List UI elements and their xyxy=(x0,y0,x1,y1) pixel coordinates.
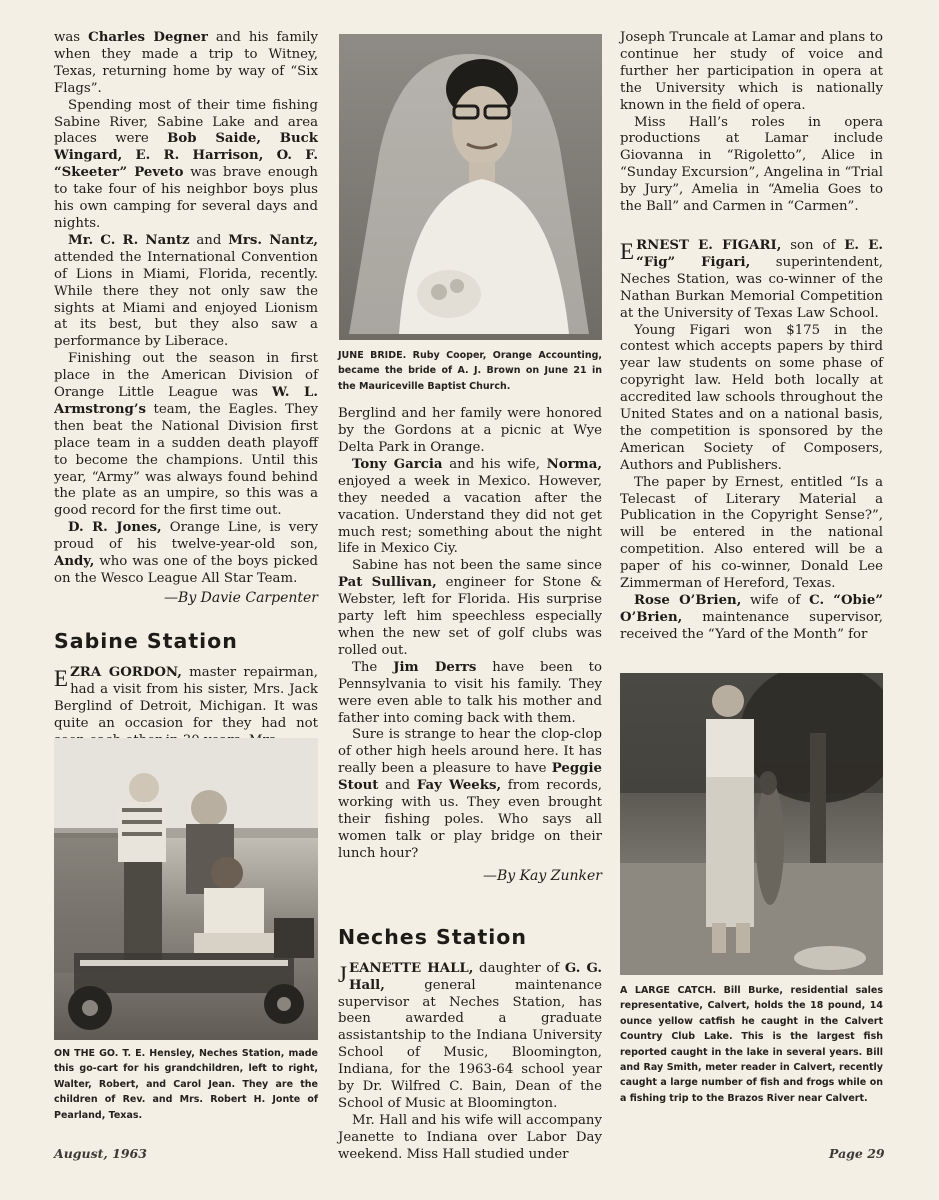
paragraph: ERNEST E. FIGARI, son of E. E. “Fig” Figari, superintendent, Neches Station, was co-winner of the Nathan Burkan Memorial Competition at the University of Texas Law School. xyxy=(620,237,884,321)
paragraph: The paper by Ernest, entitled “Is a Telecast of Literary Material a Publication in the Copyright Sense?”, will be entered in the national competition. Also entered will be a paper of his co-winner, Donald Lee Zimmerman of Hereford, Texas. xyxy=(620,474,883,592)
photo-caption-catch: A LARGE CATCH. Bill Burke, residential sales representative, Calvert, holds the 18 pound, 14 ounce yellow catfish he caught in the Calvert Country Club Lake. This is the largest fish reported caught in the lake in several years. Bill and Ray Smith, meter reader in Calvert, recently caught a large number of fish and frogs while on a fishing trip to the Brazos River near Calvert. xyxy=(620,985,883,1104)
paragraph: Young Figari won $175 in the contest which accepts papers by third year law students on some phase of copyright law. Held both locally at accredited law schools throughout the United States and on a national basis, the competition is sponsored by the American Society of Composers, Authors and Publishers. xyxy=(620,322,883,473)
paragraph: was Charles Degner and his family when they made a trip to Witney, Texas, returning home by way of “Six Flags”. xyxy=(54,30,318,96)
go-cart-illustration xyxy=(54,738,318,1040)
bold-name: Tony Garcia xyxy=(352,456,443,472)
byline: —By Kay Zunker xyxy=(482,867,602,884)
bold-name: E. E. “Fig” Figari, xyxy=(636,237,884,270)
section-heading-neches: Neches Station xyxy=(338,924,527,949)
go-cart-photo xyxy=(54,738,318,1040)
section-heading-sabine: Sabine Station xyxy=(54,628,238,653)
bold-name: Mrs. Nantz, xyxy=(228,232,318,248)
page-number: Page 29 xyxy=(829,1146,885,1161)
drop-cap: E xyxy=(54,665,69,691)
catch-illustration xyxy=(620,673,883,975)
bold-name: Bob Saide, Buck Wingard, E. R. Harrison, O. F. “Skeeter” Peveto xyxy=(54,131,318,181)
bold-name: D. R. Jones, xyxy=(68,520,162,536)
bold-name: Andy, xyxy=(54,554,95,570)
bold-name: Peggie Stout xyxy=(338,761,602,794)
bold-name: Pat Sullivan, xyxy=(338,575,437,591)
paragraph: Sure is strange to hear the clop-clop of other high heels around here. It has really been a pleasure to have Peggie Stout and Fay Weeks, from records, working with us. They even brought their fishing poles. Who says all women talk or play bridge on their lunch hour? xyxy=(338,727,602,861)
issue-date: August, 1963 xyxy=(54,1146,147,1161)
paragraph: The Jim Derrs have been to Pennsylvania to visit his family. They were even able to talk his mother and father into coming back with them. xyxy=(338,659,603,726)
bold-name: G. G. Hall, xyxy=(348,960,602,993)
paragraph: EZRA GORDON, master repairman, had a visit from his sister, Mrs. Jack Berglind of Detroit, Michigan. It was quite an occasion for they had not xyxy=(54,664,318,731)
column-right xyxy=(620,30,883,644)
catch-photo xyxy=(620,673,883,975)
photo-caption-go-cart: ON THE GO. T. E. Hensley, Neches Station, made this go-cart for his grandchildren, left to right, Walter, Robert, and Carol Jean. They are the children of Rev. and Mrs. Robert H. Jonte of Pearland, Texas. xyxy=(54,1048,318,1121)
paragraph: Finishing out the season in first place in the American Division of Orange Little League was W. L. Armstrong’s team, the Eagles. They then beat the National Division first place team in a sudden death playoff to become the champions. Until this year, “Army” was always found behind the plate as an umpire, so this was a good record for the first time out. xyxy=(54,351,318,519)
paragraph: Joseph Truncale at Lamar and plans to continue her study of voice and further her participation in opera at the University which is nationally known in the field of opera. xyxy=(620,30,883,113)
drop-cap: E xyxy=(620,238,635,264)
paragraph: D. R. Jones, Orange Line, is very proud of his twelve-year-old son, Andy, who was one of the boys picked on the Wesco League All Star Team. xyxy=(54,520,318,586)
paragraph: Berglind and her family were honored by the Gordons at a picnic at Wye Delta Park in Orange. xyxy=(338,406,602,456)
paragraph: Mr. C. R. Nantz and Mrs. Nantz, attended the International Convention of Lions in Miami, Florida, recently. While there they not only saw the sights at Miami and enjoyed Lionism at its best, but they also saw a performance by Liberace. xyxy=(54,232,318,350)
paragraph: Miss Hall’s roles in opera productions at Lamar include Giovanna in “Rigoletto”, Alice in “Sunday Excursion”, Angelina in “Trial by Jury”, Amelia in “Amelia Goes to the Ball” and Carmen in “Carmen”. xyxy=(620,114,883,215)
bold-name: Fay Weeks, xyxy=(416,778,502,794)
column-left xyxy=(54,30,318,749)
bold-name: Charles Degner xyxy=(88,30,208,45)
bold-name: Rose O’Brien, xyxy=(634,593,742,608)
paragraph: Spending most of their time fishing Sabine River, Sabine Lake and area places were Bob Saide, Buck Wingard, E. R. Harrison, O. F. “Skeeter” Peveto was brave enough to take four of his neighbor boys plus his own camping for several days and nights. xyxy=(54,97,318,231)
photo-caption-bride: JUNE BRIDE. Ruby Cooper, Orange Accounting, became the bride of A. J. Brown on June 21 in the Mauriceville Baptist Church. xyxy=(338,350,602,392)
bold-name: C. “Obie” O’Brien, xyxy=(620,593,883,625)
bold-name: W. L. Armstrong’s xyxy=(54,385,318,417)
bold-name: Mr. C. R. Nantz xyxy=(68,232,190,248)
paragraph: Tony Garcia and his wife, Norma, enjoyed a week in Mexico. However, they needed a vacation after the vacation. Understand they did not get much rest; something about the night life in Mexico Ciy. xyxy=(338,456,602,557)
paragraph: Rose O’Brien, wife of C. “Obie” O’Brien, maintenance supervisor, received the “Yard of the Month” for xyxy=(620,593,883,642)
drop-cap: J xyxy=(338,961,347,987)
column-middle xyxy=(338,30,602,1164)
bold-name: Norma, xyxy=(546,456,602,472)
paragraph: JEANETTE HALL, daughter of G. G. Hall, general maintenance supervisor at Neches Station, has been awarded a graduate assistantship to the Indiana University School of Music, Bloomington, Indiana, for the 1963-64 school year by Dr. Wilfred C. Bain, Dean of the School of Music at Bloomington. xyxy=(338,960,602,1111)
bold-name: Jim Derrs xyxy=(393,659,477,675)
paragraph: Sabine has not been the same since Pat Sullivan, engineer for Stone & Webster, left for Florida. His surprise party left him speechless especially when the new set of golf clubs was rolled out. xyxy=(338,558,602,658)
byline: —By Davie Carpenter xyxy=(164,589,318,606)
paragraph: Mr. Hall and his wife will accompany Jeanette to Indiana over Labor Day weekend. Miss Hall studied under xyxy=(338,1112,602,1162)
